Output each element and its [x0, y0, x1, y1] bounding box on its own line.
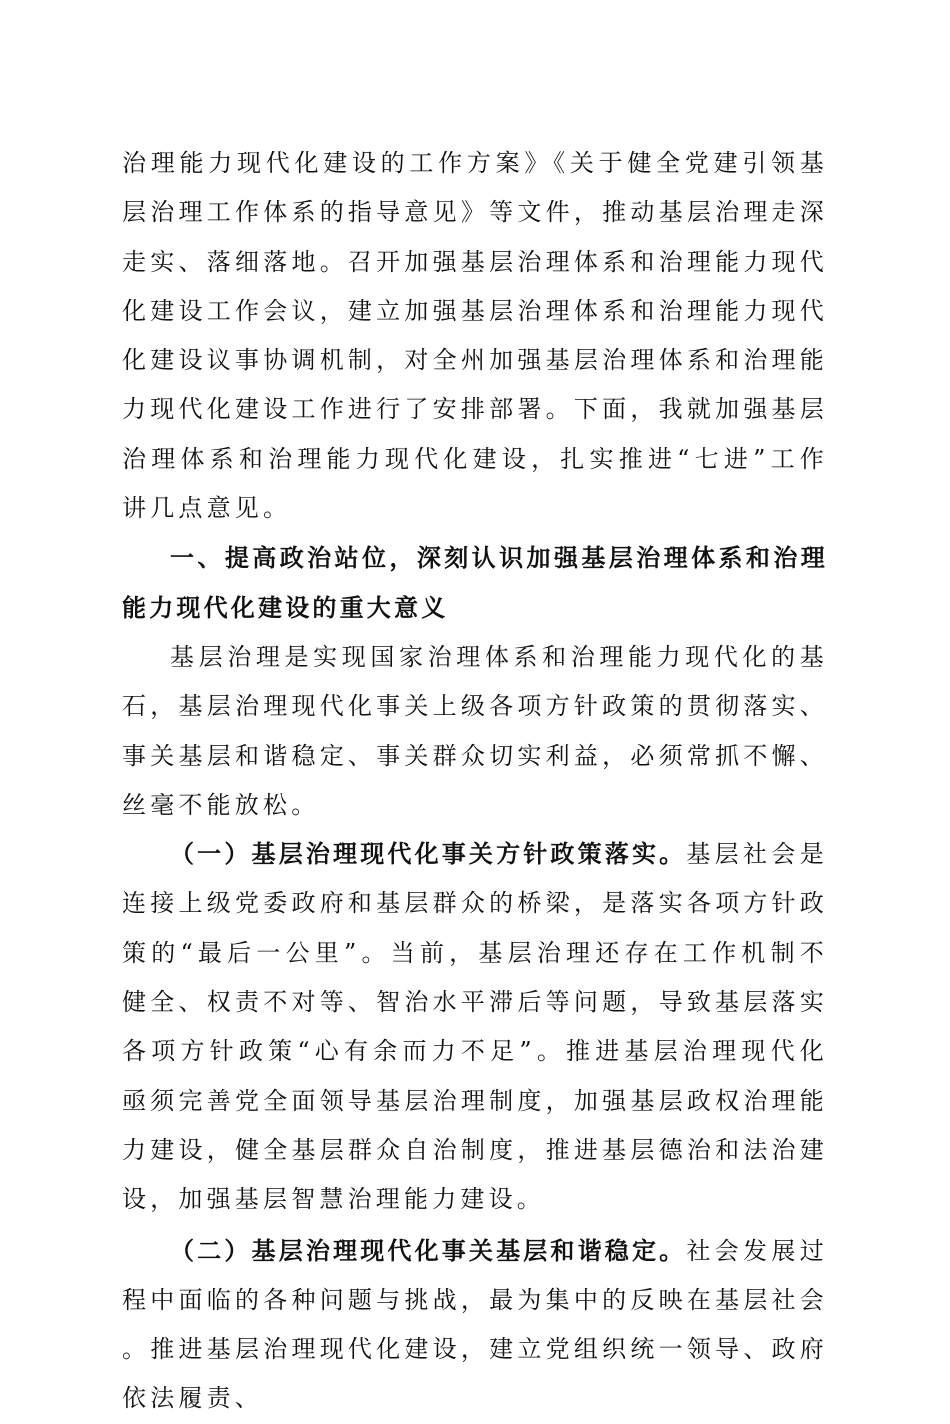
paragraph-point-2	[122, 1227, 828, 1424]
point-1-lead: （一）基层治理现代化事关方针政策落实。	[170, 840, 687, 869]
point-1-text: 基层社会是连接上级党委政府和基层群众的桥梁，是落实各项方针政策的“最后一公里”。当前，基层治理还存在工作机制不健全、权责不对等、智治水平滞后等问题，导致基层落实各项方针政策“心有余而力不足”。推进基层治理现代化亟须完善党全面领导基层治理制度，加强基层政权治理能力建设，健全基层群众自治制度，推进基层德治和法治建设，加强基层智慧治理能力建设。	[122, 840, 829, 1214]
paragraph-section-intro-text: 基层治理是实现国家治理体系和治理能力现代化的基石，基层治理现代化事关上级各项方针政策的贯彻落实、事关基层和谐稳定、事关群众切实利益，必须常抓不懈、丝毫不能放松。	[122, 642, 828, 819]
section-heading-1	[122, 534, 828, 633]
paragraph-section-intro	[122, 633, 828, 830]
point-2-text: 社会发展过程中面临的各种问题与挑战，最为集中的反映在基层社会。推进基层治理现代化建设，建立党组织统一领导、政府依法履责、	[122, 1236, 829, 1413]
paragraph-opening-text: 治理能力现代化建设的工作方案》《关于健全党建引领基层治理工作体系的指导意见》等文件，推动基层治理走深走实、落细落地。召开加强基层治理体系和治理能力现代化建设工作会议，建立加强基层治理体系和治理能力现代化建设议事协调机制，对全州加强基层治理体系和治理能力现代化建设工作进行了安排部署。下面，我就加强基层治理体系和治理能力现代化建设，扎实推进“七进”工作讲几点意见。	[122, 149, 828, 523]
paragraph-opening	[122, 139, 828, 533]
document-body	[122, 139, 828, 1424]
section-heading-1-text: 一、提高政治站位，深刻认识加强基层治理体系和治理能力现代化建设的重大意义	[122, 544, 828, 622]
point-2-lead: （二）基层治理现代化事关基层和谐稳定。	[170, 1236, 687, 1265]
paragraph-point-1	[122, 830, 828, 1224]
